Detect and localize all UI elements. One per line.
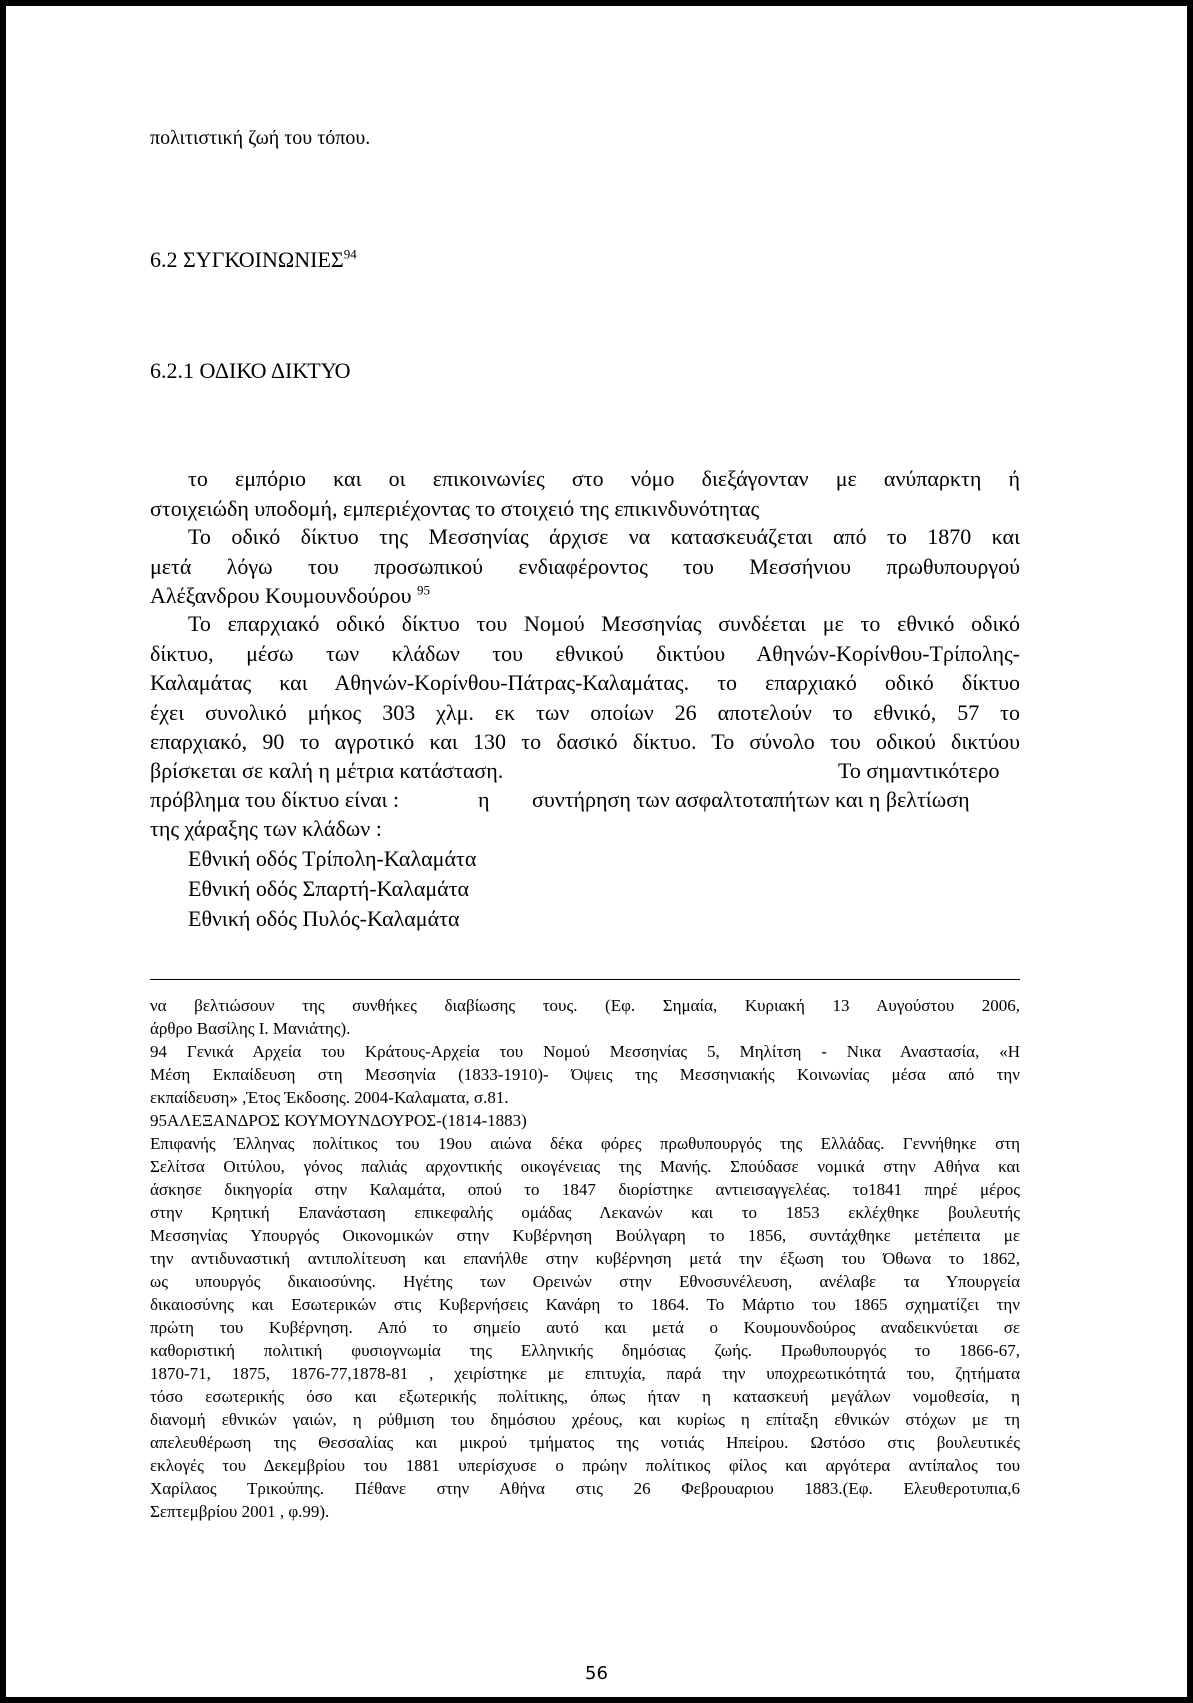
footnote-95-heading: 95ΑΛΕΞΑΝΔΡΟΣ ΚΟΥΜΟΥΝΔΟΥΡΟΣ-(1814-1883) bbox=[150, 1111, 527, 1130]
footnote-95-line: εκλογές του Δεκεμβρίου του 1881 υπερίσχυσε ο πρώην πολίτικος φίλος και αργότερα αντίπαλος του bbox=[150, 1456, 1020, 1475]
subsection-heading: 6.2.1 ΟΔΙΚΟ ΔΙΚΤΥΟ bbox=[150, 358, 351, 383]
body-line bbox=[150, 583, 430, 609]
footnote-95-line: απελευθέρωση της Θεσσαλίας και μικρού τμήματος της νοτιάς Ηπείρου. Ωστόσο στις βουλευτικές bbox=[150, 1433, 1020, 1452]
footnote-95-line: ως υπουργός δικαιοσύνης. Ηγέτης των Ορεινών στην Εθνοσυνέλευση, ανέλαβε τα Υπουργεία bbox=[150, 1272, 1020, 1291]
road-item: Εθνική οδός Πυλός-Καλαμάτα bbox=[188, 906, 460, 931]
footnote-ref-94: 94 bbox=[343, 246, 357, 262]
footnote-separator bbox=[150, 979, 1020, 980]
footnote-95-line: πρώτη του Κυβέρνηση. Από το σημείο αυτό και μετά ο Κουμουνδούρος αναδεικνύεται σε bbox=[150, 1318, 1020, 1337]
body-line: Το σημαντικότερο bbox=[838, 758, 1000, 783]
footnote-95-line: 1870-71, 1875, 1876-77,1878-81 , χειρίστηκε με επιτυχία, παρά την υποχρεωτικότητά του, ζητήματα bbox=[150, 1364, 1020, 1383]
footnote-95-line: Μεσσηνίας Υπουργός Οικονομικών στην Κυβέρνηση Βούλγαρη το 1856, συντάχθηκε μετέπειτα με bbox=[150, 1226, 1020, 1245]
body-line: βρίσκεται σε καλή η μέτρια κατάσταση. bbox=[150, 758, 504, 783]
footnote-94-line: Μέση Εκπαίδευση στη Μεσσηνία (1833-1910)- Όψεις της Μεσσηνιακής Κοινωνίας μέσα από την bbox=[150, 1065, 1020, 1084]
footnote-ref-95: 95 bbox=[417, 582, 431, 598]
body-line: συντήρηση των ασφαλτοταπήτων και η βελτίωση bbox=[532, 787, 970, 812]
body-line: Καλαμάτας και Αθηνών-Κορίνθου-Πάτρας-Καλαμάτας. το επαρχιακό οδικό δίκτυο bbox=[150, 670, 1020, 695]
body-line: πρόβλημα του δίκτυο είναι : bbox=[150, 787, 400, 812]
body-text: Αλέξανδρου Κουμουνδούρου bbox=[150, 583, 412, 608]
footnote-95-line: άσκησε δικηγορία στην Καλαμάτα, οπού το 1847 διορίστηκε αντιεισαγγελέας. το1841 πηρέ μέρος bbox=[150, 1180, 1020, 1199]
road-item: Εθνική οδός Τρίπολη-Καλαμάτα bbox=[188, 846, 477, 871]
body-line: έχει συνολικό μήκος 303 χλμ. εκ των οποίων 26 αποτελούν το εθνικό, 57 το bbox=[150, 700, 1020, 725]
footnote-95-line: Σελίτσα Οιτύλου, γόνος παλιάς αρχοντικής οικογένειας της Μανής. Σπούδασε νομικά στην Αθήνα και bbox=[150, 1157, 1020, 1176]
footnote-94-line: 94 Γενικά Αρχεία του Κράτους-Αρχεία του Νομού Μεσσηνίας 5, Μηλίτση - Νικα Αναστασία, «Η bbox=[150, 1042, 1020, 1061]
body-line: μετά λόγω του προσωπικού ενδιαφέροντος του Μεσσήνιου πρωθυπουργού bbox=[150, 554, 1020, 579]
footnote-line: να βελτιώσουν της συνθήκες διαβίωσης τους. (Εφ. Σημαία, Κυριακή 13 Αυγούστου 2006, bbox=[150, 996, 1020, 1015]
section-title: 6.2 ΣΥΓΚΟΙΝΩΝΙΕΣ bbox=[150, 247, 344, 272]
document-page bbox=[6, 6, 1187, 1697]
body-line: επαρχιακό, 90 το αγροτικό και 130 το δασικό δίκτυο. Το σύνολο του οδικού δικτύου bbox=[150, 729, 1020, 754]
page-number: 56 bbox=[585, 1663, 608, 1684]
body-line: η bbox=[478, 787, 490, 812]
footnote-95-line: δικαιοσύνης και Εσωτερικών στις Κυβερνήσεις Κανάρη το 1864. Το Μάρτιο του 1865 σχηματίζει την bbox=[150, 1295, 1020, 1314]
road-item: Εθνική οδός Σπαρτή-Καλαμάτα bbox=[188, 876, 470, 901]
footnote-94-line: εκπαίδευση» ,Έτος Έκδοσης. 2004-Καλαματα, σ.81. bbox=[150, 1088, 509, 1107]
footnote-95-line: διανομή εθνικών γαιών, η ρύθμιση του δημόσιου χρέους, και κυρίως η επίταξη εθνικών στόχων με τη bbox=[150, 1410, 1020, 1429]
body-line: Το επαρχιακό οδικό δίκτυο του Νομού Μεσσηνίας συνδέεται με το εθνικό οδικό bbox=[188, 611, 1020, 636]
section-heading bbox=[150, 247, 357, 273]
footnote-95-line: Επιφανής Έλληνας πολίτικος του 19ου αιώνα δέκα φόρες πρωθυπουργός της Ελλάδας. Γεννήθηκε στη bbox=[150, 1134, 1020, 1153]
body-line: Το οδικό δίκτυο της Μεσσηνίας άρχισε να κατασκευάζεται από το 1870 και bbox=[188, 524, 1020, 549]
body-line: στοιχειώδη υποδομή, εμπεριέχοντας το στοιχειό της επικινδυνότητας bbox=[150, 496, 760, 521]
footnote-line: άρθρο Βασίλης Ι. Μανιάτης). bbox=[150, 1019, 351, 1038]
body-line: της χάραξης των κλάδων : bbox=[150, 816, 382, 841]
footnote-95-line: Σεπτεμβρίου 2001 , φ.99). bbox=[150, 1502, 330, 1521]
intro-line: πολιτιστική ζωή του τόπου. bbox=[150, 127, 371, 149]
body-line: δίκτυο, μέσω των κλάδων του εθνικού δικτύου Αθηνών-Κορίνθου-Τρίπολης- bbox=[150, 641, 1020, 666]
body-line: το εμπόριο και οι επικοινωνίες στο νόμο διεξάγονταν με ανύπαρκτη ή bbox=[188, 466, 1020, 491]
footnote-95-line: τόσο εσωτερικής όσο και εξωτερικής πολίτικης, όπως ήταν η κατασκευή μεγάλων νομοθεσία, η bbox=[150, 1387, 1020, 1406]
footnote-95-line: καθοριστική πολιτική φυσιογνωμία της Ελληνικής δημόσιας ζωής. Πρωθυπουργός το 1866-67, bbox=[150, 1341, 1020, 1360]
footnote-95-line: στην Κρητική Επανάσταση επικεφαλής ομάδας Λεκανών και το 1853 εκλέχθηκε βουλευτής bbox=[150, 1203, 1020, 1222]
footnote-95-line: Χαρίλαος Τρικούπης. Πέθανε στην Αθήνα στις 26 Φεβρουαριου 1883.(Εφ. Ελευθεροτυπια,6 bbox=[150, 1479, 1020, 1498]
footnote-95-line: την αντιδυναστική αντιπολίτευση και επανήλθε στην κυβέρνηση μετά την έξωση του Όθωνα το 1862, bbox=[150, 1249, 1020, 1268]
